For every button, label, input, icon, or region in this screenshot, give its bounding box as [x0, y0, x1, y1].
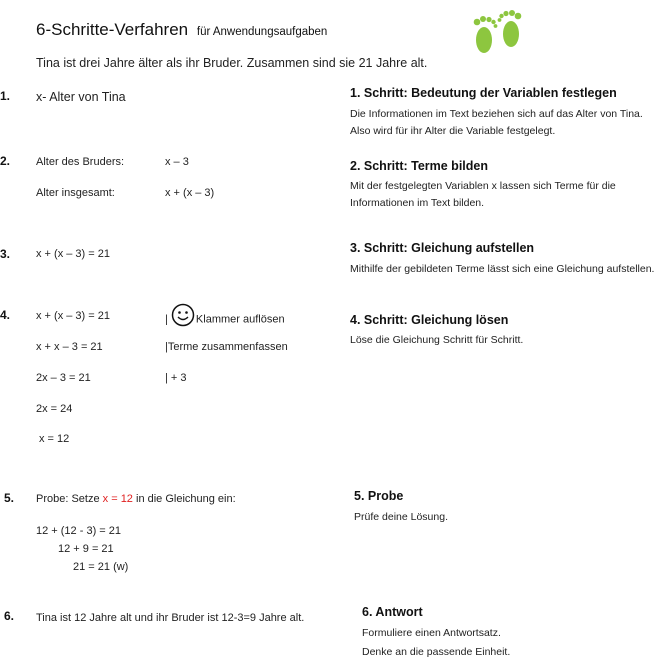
expr-brother-age: x – 3 [165, 156, 189, 168]
probe-tail: in die Gleichung ein: [132, 493, 236, 505]
page-title [36, 20, 327, 40]
problem-statement: Tina ist drei Jahre älter als ihr Bruder. Zusammen sind sie 21 Jahre alt. [36, 56, 428, 70]
probe-line-3: 21 = 21 (w) [73, 561, 129, 573]
equation: x + (x – 3) = 21 [36, 248, 110, 260]
solve-line-3: 2x – 3 = 21 [36, 372, 91, 384]
step-title-5: 5. Probe [354, 489, 404, 503]
step-title-6: 6. Antwort [362, 605, 423, 619]
probe-line-2: 12 + 9 = 21 [58, 543, 114, 555]
probe-line-1: 12 + (12 - 3) = 21 [36, 525, 121, 537]
step-number-4: 4. [0, 308, 11, 322]
step-desc-5: Prüfe deine Lösung. [354, 511, 448, 523]
step-number-6: 6. [4, 609, 15, 623]
solve-line-1: x + (x – 3) = 21 [36, 310, 110, 322]
solve-op-1 [165, 303, 285, 336]
step-number-3: 3. [0, 247, 11, 261]
step-number-2: 2. [0, 154, 11, 168]
step-title-1: 1. Schritt: Bedeutung der Variablen festlegen [350, 86, 617, 100]
step-number-5: 5. [4, 491, 15, 505]
probe-highlight: x = 12 [102, 493, 133, 505]
step-desc-6b: Denke an die passende Einheit. [362, 646, 511, 658]
solve-line-5: x = 12 [39, 433, 70, 445]
step-number-1: 1. [0, 89, 11, 103]
footprints-icon [466, 6, 530, 61]
label-brother-age: Alter des Bruders: [36, 156, 125, 168]
step-desc-1: Die Informationen im Text beziehen sich auf das Alter von Tina. Also wird für ihr Alter die Variable festgelegt. [350, 108, 643, 137]
probe-instruction [36, 493, 236, 505]
step-title-4: 4. Schritt: Gleichung lösen [350, 313, 509, 327]
solve-op-2: |Terme zusammenfassen [165, 341, 288, 353]
solve-line-4: 2x = 24 [36, 403, 73, 415]
title-text: 6-Schritte-Verfahren [36, 20, 189, 39]
step-title-3: 3. Schritt: Gleichung aufstellen [350, 241, 535, 255]
solve-op-3: | + 3 [165, 372, 187, 384]
variable-definition: x- Alter von Tina [36, 90, 126, 104]
probe-lead: Probe: Setze [36, 493, 103, 505]
step-desc-2: Mit der festgelegten Variablen x lassen sich Terme für die Informationen im Text bilden. [350, 180, 616, 209]
expr-total-age: x + (x – 3) [165, 187, 215, 199]
solve-line-2: x + x – 3 = 21 [36, 341, 103, 353]
step-desc-6a: Formuliere einen Antwortsatz. [362, 627, 501, 639]
step-desc-4: Löse die Gleichung Schritt für Schritt. [350, 334, 524, 346]
answer-sentence: Tina ist 12 Jahre alt und ihr Bruder ist 12-3=9 Jahre alt. [36, 612, 305, 624]
label-total-age: Alter insgesamt: [36, 187, 115, 199]
solve-op-1-text: Klammer auflösen [195, 313, 285, 326]
smiley-icon [171, 303, 195, 336]
step-desc-3: Mithilfe der gebildeten Terme lässt sich eine Gleichung aufstellen. [350, 263, 655, 275]
solve-op-1-bar: | [165, 313, 168, 326]
step-title-2: 2. Schritt: Terme bilden [350, 159, 488, 173]
title-subtitle: für Anwendungsaufgaben [196, 26, 328, 38]
